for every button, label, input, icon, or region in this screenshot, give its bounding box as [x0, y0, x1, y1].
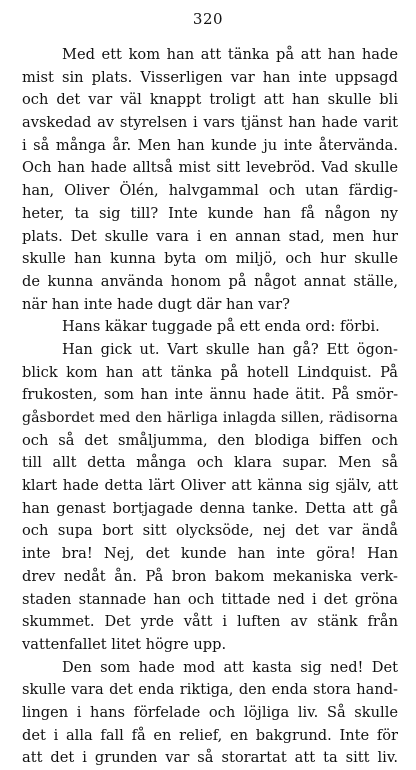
text-line: Och han hade alltså mist sitt levebröd. Vad skulle: [22, 159, 398, 177]
text-line: heter, ta sig till? Inte kunde han få någon ny: [22, 204, 398, 222]
text-line: drev nedåt ån. På bron bakom mekaniska verk-: [22, 567, 398, 585]
text-line: han, Oliver Ölén, halvgammal och utan färdig-: [22, 182, 398, 200]
text-line: och så det småljumma, den blodiga biffen och: [22, 431, 398, 449]
text-line: blick kom han att tänka på hotell Lindquist. På: [22, 363, 398, 381]
text-line: Den som hade mod att kasta sig ned! Det: [62, 658, 398, 676]
text-line: skulle vara det enda riktiga, den enda stora hand-: [22, 681, 398, 699]
text-line: till allt detta många och klara supar. Men så: [22, 454, 398, 472]
text-line: gåsbordet med den härliga inlagda sillen, rädisorna: [22, 410, 398, 426]
text-line: de kunna använda honom på något annat ställe,: [22, 272, 398, 290]
text-line: han genast bortjagade denna tanke. Detta att gå: [22, 499, 398, 517]
text-line: vattenfallet litet högre upp.: [22, 635, 227, 653]
text-line: Han gick ut. Vart skulle han gå? Ett ögon-: [62, 340, 398, 358]
text-line: i så många år. Men han kunde ju inte återvända.: [22, 136, 398, 154]
text-line: och supa bort sitt olycksöde, nej det var ändå: [22, 522, 398, 540]
page-number: 320: [192, 10, 224, 28]
text-line: och det var väl knappt troligt att han skulle bli: [22, 91, 398, 109]
text-line: Med ett kom han att tänka på att han hade: [62, 46, 398, 63]
text-line: klart hade detta lärt Oliver att känna sig själv, att: [22, 477, 398, 495]
text-line: mist sin plats. Visserligen var han inte uppsagd: [22, 68, 398, 86]
text-line: när han inte hade dugt där han var?: [22, 295, 290, 313]
text-line: staden stannade han och tittade ned i det gröna: [22, 590, 398, 608]
text-line: inte bra! Nej, det kunde han inte göra! Han: [22, 545, 398, 563]
text-line: frukosten, som han inte ännu hade ätit. På smör-: [22, 386, 398, 404]
text-line: skulle han kunna byta om miljö, och hur skulle: [22, 250, 398, 268]
text-line: Hans käkar tuggade på ett enda ord: förbi.: [62, 318, 380, 336]
text-line: skummet. Det yrde vått i luften av stänk från: [22, 613, 398, 631]
text-line: det i alla fall få en relief, en bakgrund. Inte för: [22, 726, 398, 744]
text-line: att det i grunden var så storartat att ta sitt liv.: [22, 749, 398, 767]
body-text: [22, 44, 398, 770]
text-line: lingen i hans förfelade och löjliga liv. Så skulle: [22, 703, 398, 721]
text-line: plats. Det skulle vara i en annan stad, men hur: [22, 227, 398, 245]
text-line: avskedad av styrelsen i vars tjänst han hade varit: [22, 114, 398, 132]
